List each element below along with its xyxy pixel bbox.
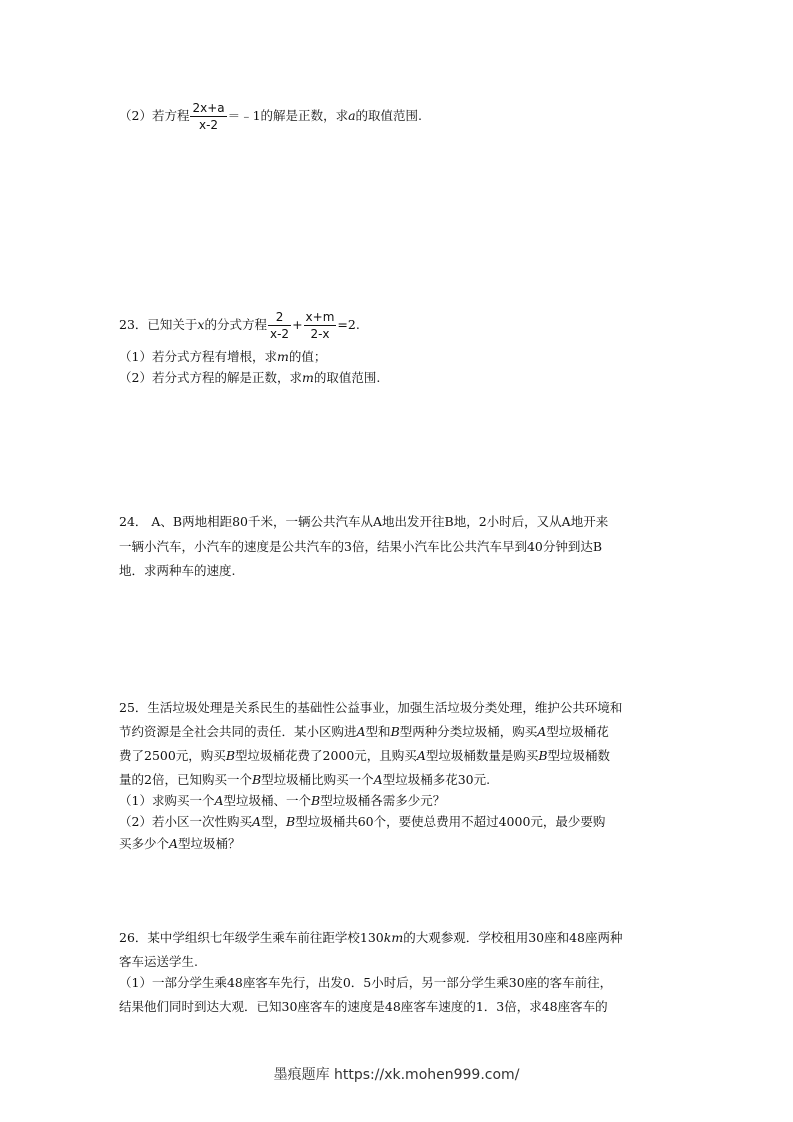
q25-var-B: B — [225, 748, 235, 763]
q26-line-4: 结果他们同时到达大观．已知30座客车的速度是48座客车速度的1．3倍，求48座客车的 — [119, 999, 608, 1014]
q25-var-B: B — [311, 793, 321, 808]
q25-part1-c: 型垃圾桶各需多少元？ — [320, 793, 446, 808]
q23-fraction-2 — [304, 310, 337, 341]
q25-line-4 — [119, 772, 490, 788]
q23-part2-suffix: 的取值范围. — [313, 370, 381, 385]
q22-frac-denominator: x-2 — [198, 118, 219, 132]
q26-unit-km: km — [383, 930, 404, 945]
q25-line-2 — [119, 724, 609, 740]
q23-frac1-numerator: 2 — [268, 310, 291, 326]
q23-fraction-1 — [268, 310, 291, 341]
q25-part1-b: 型垃圾桶、一个 — [223, 793, 312, 808]
q23-part2 — [119, 370, 380, 386]
q23-frac1-denominator: x-2 — [269, 327, 290, 341]
q22-part2-suffix: 的取值范围. — [355, 108, 423, 123]
q22-var-a: a — [348, 108, 356, 123]
q25-line-4-a: 量的2倍，已知购买一个 — [119, 772, 252, 787]
q23-var-m2: m — [301, 370, 314, 385]
q23-var-m1: m — [276, 349, 289, 364]
q26-line-1-b: 的大观参观．学校租用30座和48座两种 — [403, 930, 623, 945]
q25-line-3-b: 型垃圾桶花费了2000元，且购买 — [235, 748, 417, 763]
q25-line-1: 25．生活垃圾处理是关系民生的基础性公益事业，加强生活垃圾分类处理，维护公共环境和 — [119, 700, 623, 715]
q22-part2-prefix: （2）若方程 — [119, 108, 190, 123]
q25-line-3-d: 型垃圾桶数 — [547, 748, 611, 763]
q23-plus: + — [292, 317, 303, 332]
q25-line-2-a: 节约资源是全社会共同的责任．某小区购进 — [119, 724, 357, 739]
q22-frac-numerator: 2x+a — [192, 101, 225, 115]
q24-line-3: 地．求两种车的速度. — [119, 563, 236, 578]
q26-line-1-a: 26．某中学组织七年级学生乘车前往距学校130 — [119, 930, 384, 945]
q25-var-B: B — [286, 814, 296, 829]
q25-line-2-b: 型和 — [365, 724, 391, 739]
q25-part1-a: （1）求购买一个 — [119, 793, 215, 808]
q25-var-A: A — [537, 724, 547, 739]
q25-part1 — [119, 793, 445, 809]
q23-suffix: =2. — [337, 317, 360, 332]
q23-part1-prefix: （1）若分式方程有增根，求 — [119, 349, 277, 364]
q26-line-2: 客车运送学生. — [119, 954, 198, 969]
q25-var-B: B — [390, 724, 400, 739]
q23-part1 — [119, 349, 326, 365]
q25-var-B: B — [538, 748, 548, 763]
q25-line-3-a: 费了2500元，购买 — [119, 748, 226, 763]
q25-line-3-c: 型垃圾桶数量是购买 — [425, 748, 539, 763]
q25-part2-a: （2）若小区一次性购买 — [119, 814, 252, 829]
q23-prefix: 23．已知关于 — [119, 317, 198, 332]
q25-part2-b: 型， — [261, 814, 287, 829]
q25-var-A: A — [251, 814, 261, 829]
q22-fraction — [190, 101, 226, 132]
q25-line-2-d: 型垃圾桶花 — [546, 724, 609, 739]
q25-line-2-c: 型两种分类垃圾桶，购买 — [399, 724, 538, 739]
q23-part1-suffix: 的值； — [288, 349, 327, 364]
q25-part2-cont-a: 买多少个 — [119, 836, 170, 851]
q23-frac2-denominator: 2-x — [310, 327, 330, 341]
q22-part2 — [119, 101, 422, 132]
q23-frac2-numerator: x+m — [305, 310, 335, 324]
q25-part2-c: 型垃圾桶共60个，要使总费用不超过4000元，最少要购 — [295, 814, 606, 829]
q25-part2-cont — [119, 836, 241, 852]
q25-var-A: A — [373, 772, 383, 787]
q24-line-2: 一辆小汽车，小汽车的速度是公共汽车的3倍，结果小汽车比公共汽车早到40分钟到达B — [119, 539, 603, 554]
q23-var-x: x — [197, 317, 205, 332]
q25-var-A: A — [356, 724, 366, 739]
q25-line-4-b: 型垃圾桶比购买一个 — [261, 772, 374, 787]
q23-part2-prefix: （2）若分式方程的解是正数，求 — [119, 370, 302, 385]
q25-part2 — [119, 814, 605, 830]
q25-var-B: B — [251, 772, 262, 787]
q24-line-1: 24． A、B两地相距80千米，一辆公共汽车从A地出发开往B地，2小时后，又从A地开来 — [119, 514, 609, 529]
footer-watermark: 墨痕题库 https://xk.mohen999.com/ — [273, 1067, 520, 1083]
q26-line-3: （1）一部分学生乘48座客车先行，出发0．5小时后，另一部分学生乘30座的客车前往， — [119, 975, 613, 990]
q26-line-1 — [119, 930, 623, 946]
q25-line-3 — [119, 748, 610, 764]
q25-part2-cont-b: 型垃圾桶？ — [178, 836, 241, 851]
q25-var-A: A — [214, 793, 224, 808]
q23-stem — [119, 310, 360, 341]
q25-line-4-c: 型垃圾桶多花30元. — [382, 772, 491, 787]
q23-mid: 的分式方程 — [204, 317, 267, 332]
q25-var-A: A — [416, 748, 426, 763]
q22-part2-mid: ＝﹣1的解是正数，求 — [227, 108, 349, 123]
q25-var-A: A — [169, 836, 179, 851]
